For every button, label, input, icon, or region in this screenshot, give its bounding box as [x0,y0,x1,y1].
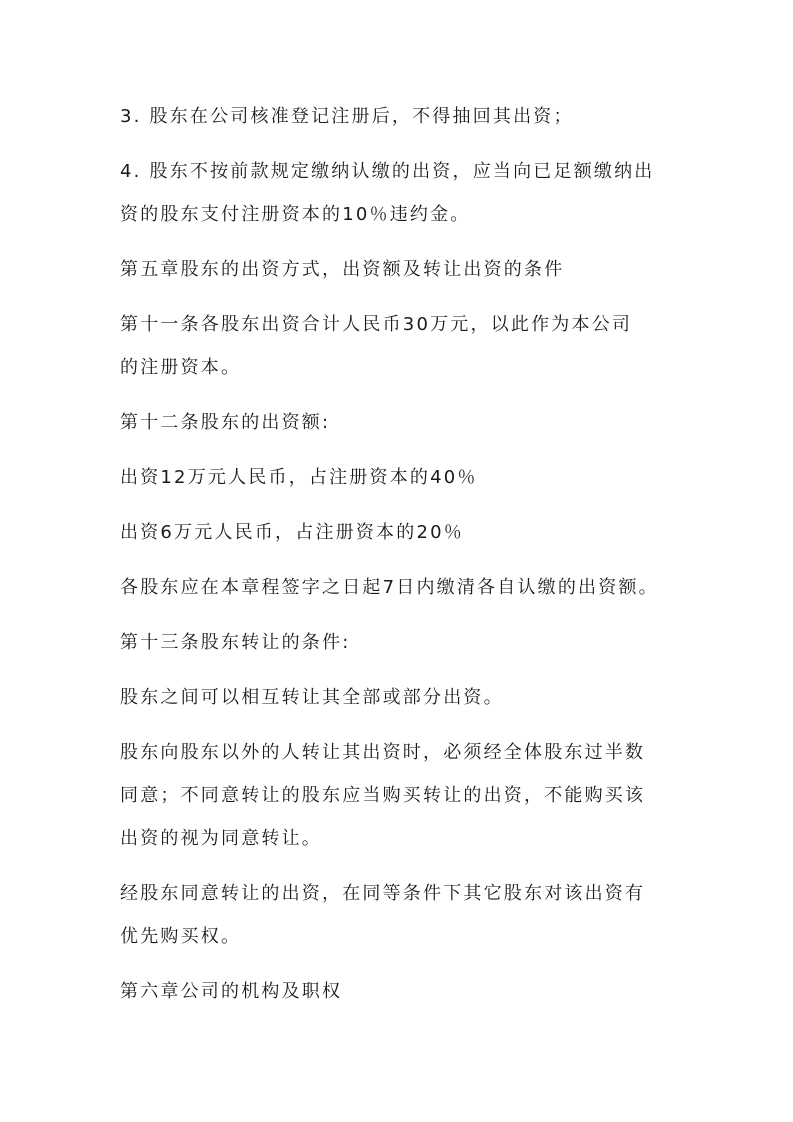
chapter-5-heading: 第五章股东的出资方式，出资额及转让出资的条件 [120,259,565,280]
text-line-item-4-cont: 资的股东支付注册资本的10％违约金。 [120,204,471,225]
article-11-line-1: 第十一条各股东出资合计人民币30万元，以此作为本公司 [120,314,633,335]
transfer-rule-2-line-1: 股东向股东以外的人转让其出资时，必须经全体股东过半数 [120,742,646,763]
article-13-heading: 第十三条股东转让的条件: [120,632,351,653]
article-12-heading: 第十二条股东的出资额: [120,412,331,433]
transfer-rule-1: 股东之间可以相互转让其全部或部分出资。 [120,687,504,708]
text-line-item-4: 4. 股东不按前款规定缴纳认缴的出资，应当向已足额缴纳出 [120,161,655,182]
transfer-rule-2-line-2: 同意；不同意转让的股东应当购买转让的出资，不能购买该 [120,785,646,806]
text-line-item-3: 3. 股东在公司核准登记注册后，不得抽回其出资； [120,106,574,127]
transfer-rule-3-line-1: 经股东同意转让的出资，在同等条件下其它股东对该出资有 [120,883,646,904]
article-11-line-2: 的注册资本。 [120,357,242,378]
contribution-line-1: 出资12万元人民币，占注册资本的40％ [120,467,478,488]
transfer-rule-2-line-3: 出资的视为同意转让。 [120,828,322,849]
payment-deadline-line: 各股东应在本章程签字之日起7日内缴清各自认缴的出资额。 [120,577,659,598]
chapter-6-heading: 第六章公司的机构及职权 [120,981,343,1002]
contribution-line-2: 出资6万元人民币，占注册资本的20％ [120,522,464,543]
transfer-rule-3-line-2: 优先购买权。 [120,926,242,947]
